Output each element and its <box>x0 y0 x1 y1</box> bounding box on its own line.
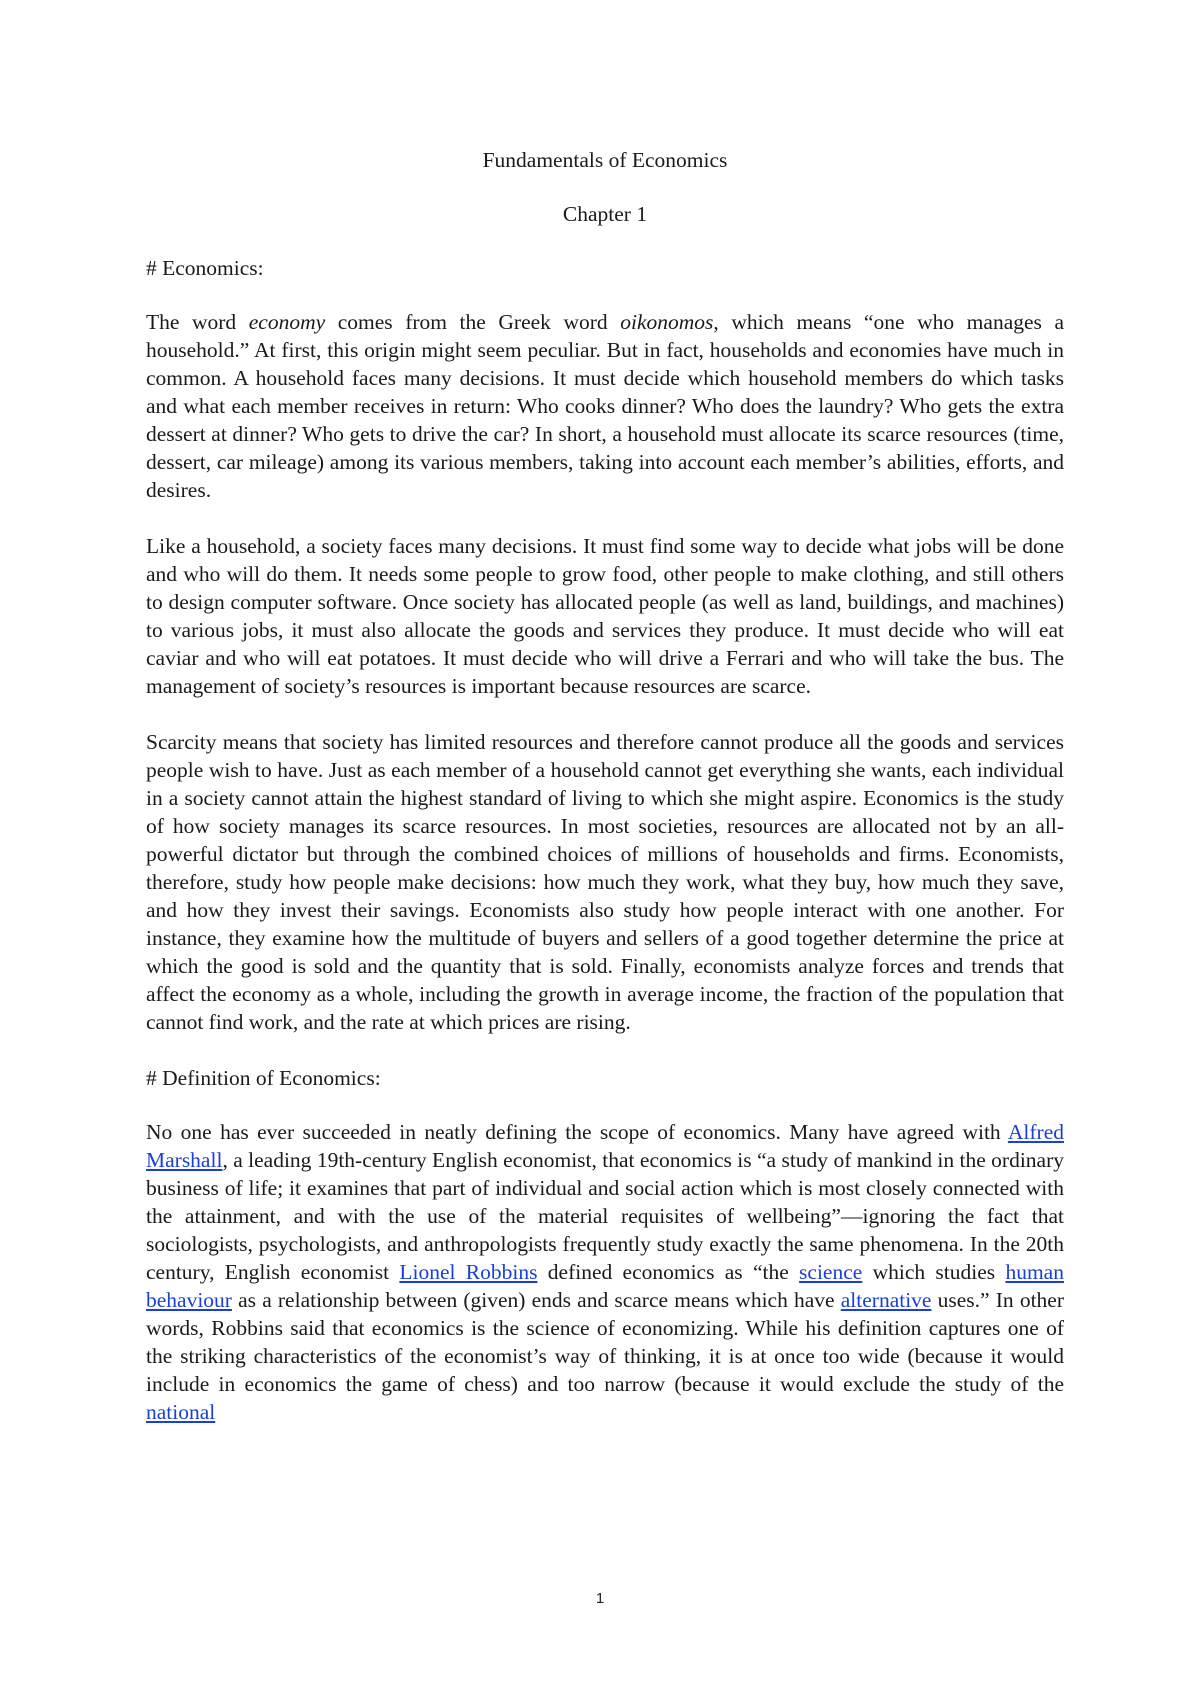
paragraph-society-decisions: Like a household, a society faces many decisions. It must find some way to decide what jobs will be done and who will do them. It needs some people to grow food, other people to make clothing, and still others to design computer software. Once society has allocated people (as well as land, buildings, and machines) to various jobs, it must also allocate the goods and services they produce. It must decide who will eat caviar and who will eat potatoes. It must decide who will drive a Ferrari and who will take the bus. The management of society’s resources is important because resources are scarce. <box>146 534 1064 698</box>
section-heading-definition: # Definition of Economics: <box>146 1066 381 1090</box>
document-title: Fundamentals of Economics <box>482 148 728 172</box>
link-science[interactable]: science <box>799 1260 863 1284</box>
text-run: comes from the Greek word <box>325 310 621 334</box>
chapter-label: Chapter 1 <box>562 202 648 226</box>
paragraph-economy-origin <box>146 308 1064 504</box>
text-run: which studies <box>862 1260 1006 1284</box>
text-run: as a relationship between (given) ends and scarce means which have <box>231 1288 841 1312</box>
section-heading-economics: # Economics: <box>146 256 264 280</box>
text-run: , which means “one who manages a household.” At first, this origin might seem peculiar. But in fact, households and economies have much in common. A household faces many decisions. It must decide which household members do which tasks and what each member receives in return: Who cooks dinner? Who does the laundry? Who gets the extra dessert at dinner? Who gets to drive the car? In short, a household must allocate its scarce resources (time, dessert, car mileage) among its various members, taking into account each member’s abilities, efforts, and desires. <box>146 310 1064 502</box>
text-run: The word <box>146 310 249 334</box>
link-human-behaviour[interactable]: human behaviour <box>146 1260 1064 1312</box>
document-content <box>146 146 1064 1426</box>
link-alternative[interactable]: alternative <box>840 1288 932 1312</box>
paragraph-definition <box>146 1118 1064 1426</box>
paragraph-scarcity: Scarcity means that society has limited resources and therefore cannot produce all the goods and services people wish to have. Just as each member of a household cannot get everything she wants, each individual in a society cannot attain the highest standard of living to which she might aspire. Economics is the study of how society manages its scarce resources. In most societies, resources are allocated not by an all-powerful dictator but through the combined choices of millions of households and firms. Economists, therefore, study how people make decisions: how much they work, what they buy, how much they save, and how they invest their savings. Economists also study how people interact with one another. For instance, they examine how the multitude of buyers and sellers of a good together determine the price at which the good is sold and the quantity that is sold. Finally, economists analyze forces and trends that affect the economy as a whole, including the growth in average income, the fraction of the population that cannot find work, and the rate at which prices are rising. <box>146 730 1064 1034</box>
text-run: No one has ever succeeded in neatly defining the scope of economics. Many have agreed with <box>146 1120 1008 1144</box>
link-national[interactable]: national <box>146 1400 216 1424</box>
link-lionel-robbins[interactable]: Lionel Robbins <box>399 1260 538 1284</box>
term-economy: economy <box>248 310 326 334</box>
text-run: defined economics as “the <box>537 1260 800 1284</box>
text-run: , a leading 19th-century English economist, that economics is “a study of mankind in the ordinary business of life; it examines that part of individual and social action which is most closely connected with the attainment, and with the use of the material requisites of wellbeing”—ignoring the fact that sociologists, psychologists, and anthropologists frequently study exactly the same phenomena. In the 20th century, English economist <box>146 1148 1064 1284</box>
term-oikonomos: oikonomos <box>620 310 714 334</box>
text-run: uses.” In other words, Robbins said that economics is the science of economizing. While his definition captures one of the striking characteristics of the economist’s way of thinking, it is at once too wide (because it would include in economics the game of chess) and too narrow (because it would exclude the study of the <box>146 1288 1064 1396</box>
link-alfred-marshall[interactable]: Alfred Marshall <box>146 1120 1064 1172</box>
page-number: 1 <box>595 1590 605 1607</box>
